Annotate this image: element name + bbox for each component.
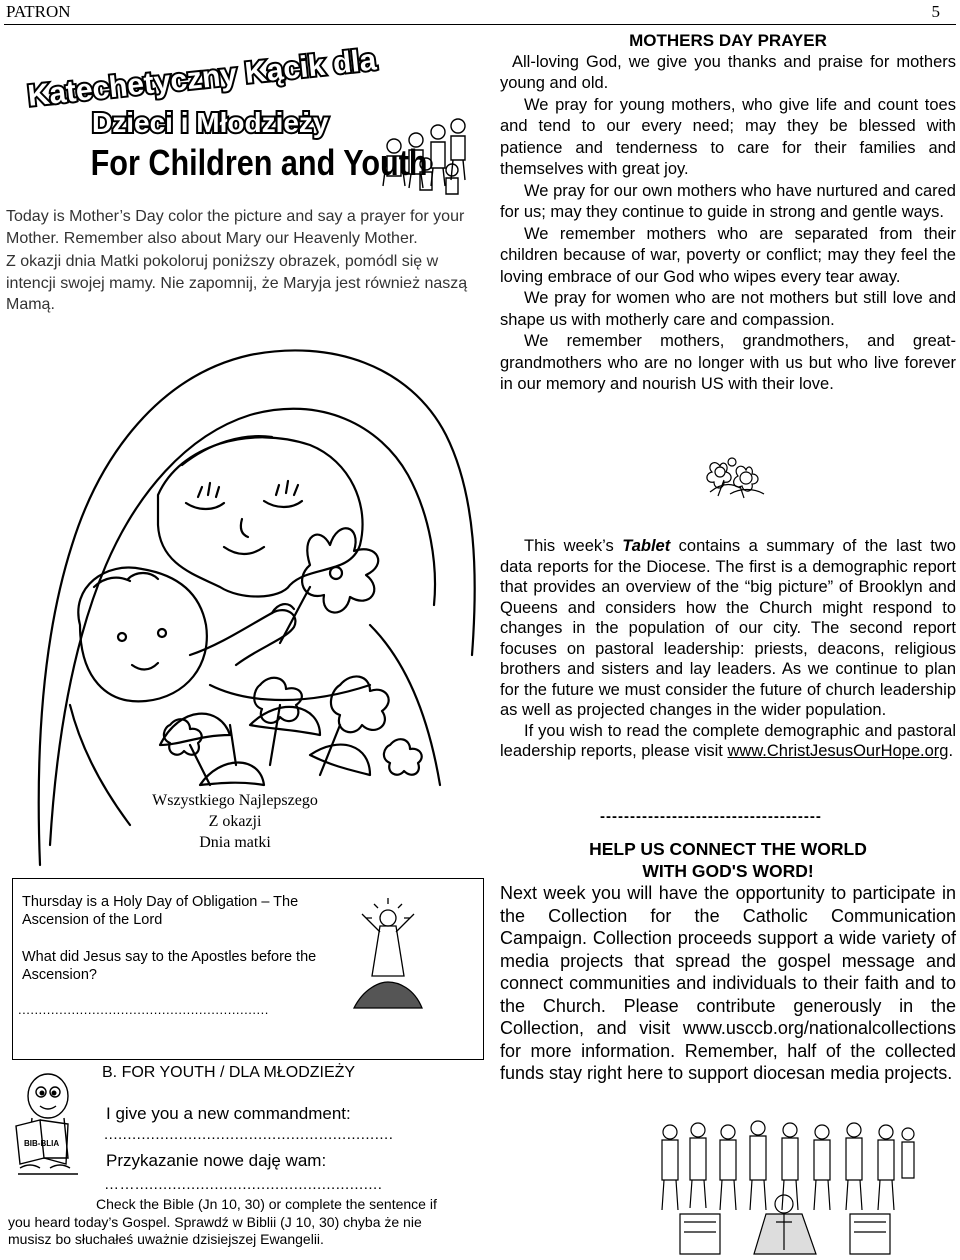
- title-line-2: Dzieci i Młodzieży: [92, 107, 329, 138]
- bible-label: BIB-BLIA: [24, 1139, 60, 1148]
- flower-ornament-icon: [700, 452, 770, 502]
- help-body: [500, 882, 956, 1085]
- intro-polish: Z okazji dnia Matki pokoloruj poniższy obrazek, pomódl się w intencji swojej mamy. Nie zapomnij, że Maryja jest również naszą Mamą.: [6, 253, 468, 313]
- ascension-jesus-icon: [350, 896, 426, 1012]
- answer-line-polish: …….....................................................: [104, 1176, 383, 1193]
- publication-name: PATRON: [6, 2, 71, 21]
- prayer-paragraph: We pray for our own mothers who have nurtured and cared for us; may they continue to guide in strong and gentle ways.: [500, 181, 956, 221]
- tablet-text-a: This week’s: [524, 537, 623, 555]
- title-art: [6, 28, 476, 198]
- congregation-illustration: [650, 1118, 920, 1258]
- tablet-article: [500, 536, 956, 762]
- prayer-paragraph: We remember mothers who are separated from their children because of war, poverty or conflict; may they feel the loving embrace of our God who wipes every tear away.: [500, 224, 956, 286]
- tablet-visit-text: If you wish to read the complete demographic and pastoral leadership reports, please visit: [500, 721, 956, 760]
- mothers-day-prayer: [500, 30, 956, 396]
- tablet-name: Tablet: [622, 537, 671, 555]
- intro-english: Today is Mother’s Day color the picture and say a prayer for your Mother. Remember also about Mary our Heavenly Mother.: [6, 208, 465, 247]
- tablet-text-c: contains a summary of the last two data reports for the Diocese. The first is a demographic report that provides an overview of the “big picture” of Brooklyn and Queens and considers how the Church might respond to changes in the population of our city. The second report focuses on pastoral leadership: priests, deacons, religious brothers and sisters and lay leaders. As we continue to plan for the future we must consider the future of church leadership as well as projected changes in the wider population.: [500, 537, 956, 719]
- prayer-paragraph: All-loving God, we give you thanks and praise for mothers young and old.: [500, 52, 956, 92]
- tablet-paragraph-1: [500, 536, 956, 721]
- prayer-paragraph: We pray for young mothers, who give life and count toes and tend to our every need; may they be blessed with patience and tenderness to care for their families and themselves with great joy.: [500, 95, 956, 178]
- help-title-line-2: WITH GOD'S WORD!: [642, 861, 814, 881]
- bible-reader-icon: [10, 1068, 88, 1188]
- caption-line-2: Z okazji: [208, 813, 262, 830]
- help-title-line-1: HELP US CONNECT THE WORLD: [589, 839, 867, 859]
- page-number: 5: [931, 2, 940, 21]
- commandment-english: I give you a new commandment:: [106, 1104, 351, 1123]
- tablet-paragraph-2: [500, 721, 956, 762]
- caption-line-3: Dnia matki: [199, 834, 271, 851]
- title-line-3: For Children and Youth: [90, 143, 428, 184]
- prayer-title: MOTHERS DAY PRAYER: [629, 31, 827, 50]
- check-line-2: you heard today’s Gospel. Sprawdź w Biblii (J 10, 30) chyba że nie musisz bo słuchałeś uważnie dzisiejszej Ewangelii.: [8, 1213, 422, 1247]
- header-rule: [4, 24, 956, 25]
- help-heading: [500, 838, 956, 882]
- ascension-question: What did Jesus say to the Apostles before the Ascension?: [22, 949, 317, 983]
- answer-line-english: ..............................................................: [104, 1126, 394, 1143]
- answer-line: .............................................................: [18, 1002, 269, 1017]
- ascension-notice: Thursday is a Holy Day of Obligation – The Ascension of the Lord: [22, 894, 299, 928]
- title-line-1: Katechetyczny Kącik dla: [26, 43, 378, 113]
- bible-check-instructions: [8, 1196, 460, 1249]
- section-separator: -------------------------------------: [600, 808, 822, 825]
- youth-section-title: B. FOR YOUTH / DLA MŁODZIEŻY: [102, 1064, 356, 1081]
- help-body-text: Next week you will have the opportunity to participate in the Collection for the Catholic Communication Campaign. Collection proceeds support a wide variety of media projects that spread the gospel message and connect communities and individuals to their faith and to the Church. Please contribute generously in the Collection, and visit www.usccb.org/nationalcollections for more information. Remember, half of the collected funds stay right here to support diocesan media projects.: [500, 883, 956, 1083]
- intro-text: [6, 206, 476, 316]
- tablet-link-end: .: [948, 742, 954, 760]
- picture-caption: [120, 790, 350, 853]
- check-line-1: Check the Bible (Jn 10, 30) or complete the sentence if: [96, 1196, 437, 1212]
- christjesus-link[interactable]: www.ChristJesusOurHope.org: [727, 742, 949, 760]
- prayer-paragraph: We pray for women who are not mothers but still love and shape us with motherly care and compassion.: [500, 289, 956, 329]
- prayer-paragraph: We remember mothers, grandmothers, and great-grandmothers who are no longer with us but who live forever in our memory and nourish US with their love.: [500, 332, 956, 393]
- commandment-polish: Przykazanie nowe daję wam:: [106, 1151, 327, 1170]
- caption-line-1: Wszystkiego Najlepszego: [152, 792, 318, 809]
